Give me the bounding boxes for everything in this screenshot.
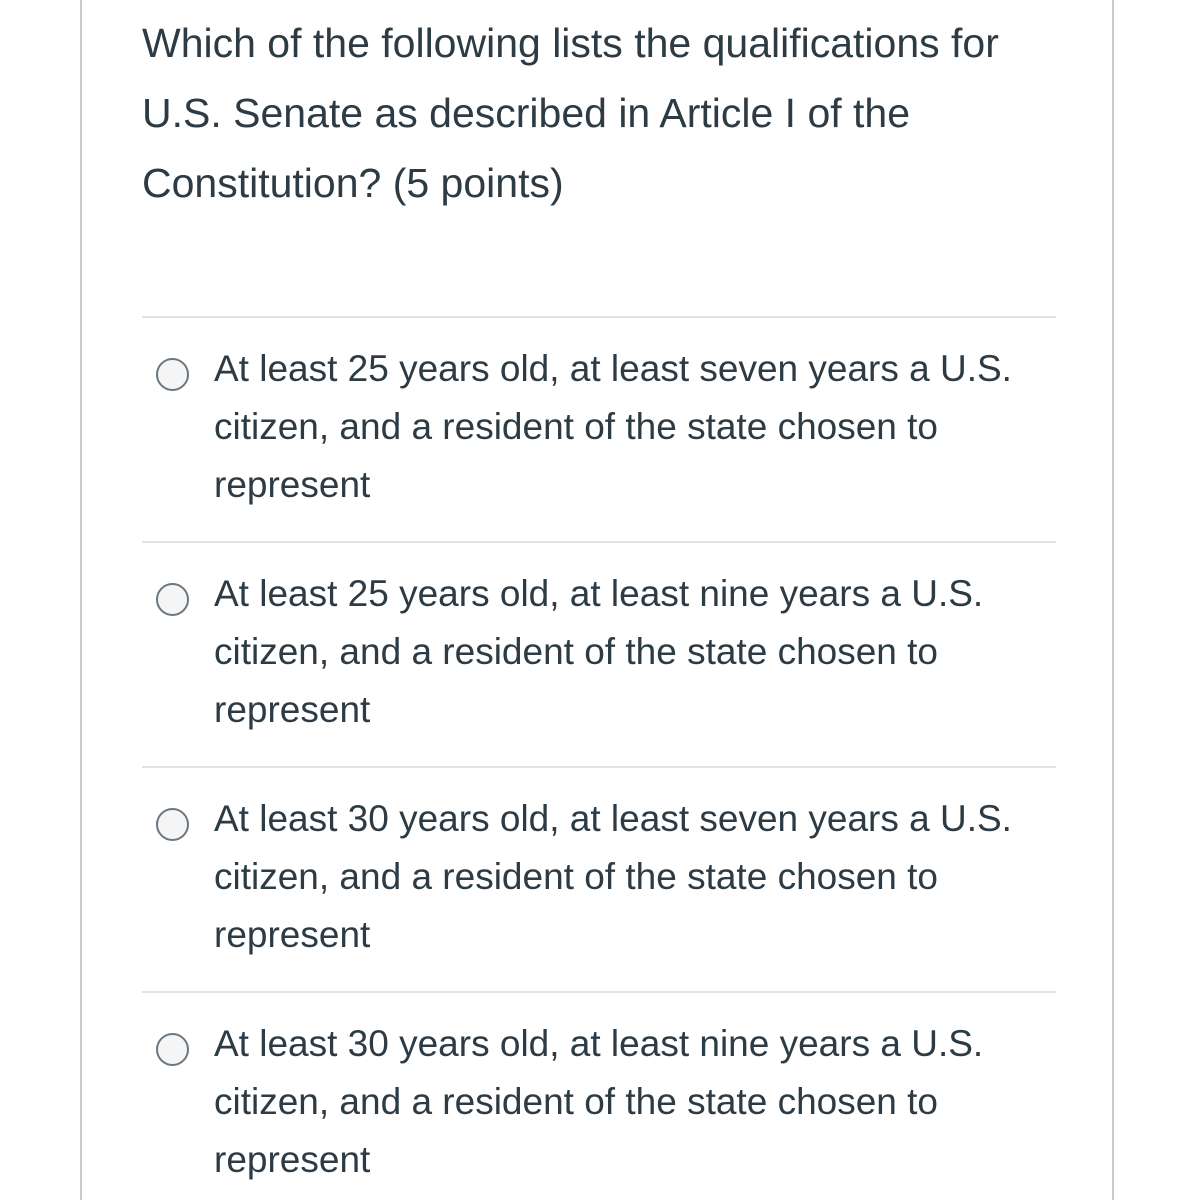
answer-list xyxy=(142,316,1056,1200)
answer-option[interactable] xyxy=(142,541,1056,766)
radio-button-icon[interactable] xyxy=(156,358,189,391)
answer-option[interactable] xyxy=(142,316,1056,541)
answer-label[interactable]: At least 25 years old, at least nine years a U.S. citizen, and a resident of the state chosen to represent xyxy=(214,573,984,730)
question-text: Which of the following lists the qualifications for U.S. Senate as described in Article I of the Constitution? (5 points) xyxy=(142,20,999,206)
answer-label[interactable]: At least 30 years old, at least seven years a U.S. citizen, and a resident of the state chosen to represent xyxy=(214,798,1012,955)
radio-button-icon[interactable] xyxy=(156,808,189,841)
answer-option[interactable] xyxy=(142,766,1056,991)
answer-label[interactable]: At least 30 years old, at least nine years a U.S. citizen, and a resident of the state chosen to represent xyxy=(214,1023,984,1180)
answer-option[interactable] xyxy=(142,991,1056,1200)
radio-button-icon[interactable] xyxy=(156,1033,189,1066)
radio-button-icon[interactable] xyxy=(156,583,189,616)
answer-label[interactable]: At least 25 years old, at least seven years a U.S. citizen, and a resident of the state chosen to represent xyxy=(214,348,1012,505)
